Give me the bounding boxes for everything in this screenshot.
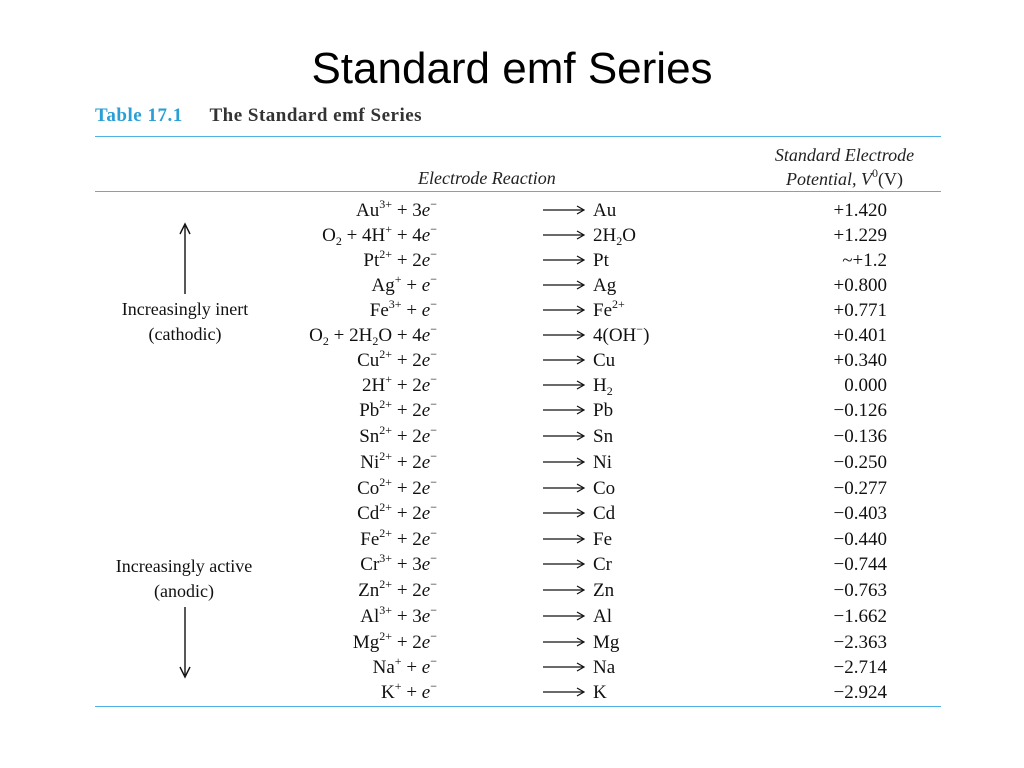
potential-value: −2.924	[833, 682, 887, 703]
right-arrow-icon	[539, 449, 589, 474]
table-row	[95, 348, 941, 373]
table-row	[95, 476, 941, 501]
reaction-reactants: $Pb^{2+} + 2e^-$	[359, 397, 437, 421]
table-header-rule	[95, 191, 941, 192]
potential-value: −0.250	[833, 452, 887, 473]
reaction-products: Fe	[593, 529, 612, 550]
potential-value: +0.771	[833, 300, 887, 321]
table-row	[95, 604, 941, 629]
reaction-products: Sn	[593, 426, 614, 447]
increasingly-inert-label	[96, 297, 274, 347]
right-arrow-icon	[539, 297, 589, 322]
header-electrode-reaction: Electrode Reaction	[418, 168, 556, 188]
reaction-products: Cd	[593, 503, 616, 524]
right-arrow-icon	[539, 347, 589, 372]
right-arrow-icon	[539, 272, 589, 297]
right-arrow-icon	[539, 372, 589, 397]
table-row	[95, 198, 941, 223]
active-label-line1: Increasingly active	[115, 556, 253, 576]
right-arrow-icon	[539, 654, 589, 679]
reaction-reactants: $Ni^{2+} + 2e^-$	[360, 449, 437, 473]
right-arrow-icon	[539, 526, 589, 551]
inert-label-line2: (cathodic)	[148, 324, 222, 344]
down-arrow-icon	[178, 605, 192, 679]
potential-value: −0.440	[833, 529, 887, 550]
reaction-reactants: $Cd^{2+} + 2e^-$	[357, 500, 437, 524]
reaction-reactants: 2H+ + 2e−	[362, 372, 437, 396]
header-potential-line2	[748, 167, 941, 191]
reaction-products: Pb	[593, 400, 614, 421]
reaction-products: Co	[593, 478, 616, 499]
reaction-reactants: $Fe^{2+} + 2e^-$	[360, 526, 437, 550]
potential-value: +1.420	[833, 200, 887, 221]
reaction-products: Mg	[593, 632, 620, 653]
table-row	[95, 398, 941, 423]
inert-label-line1: Increasingly inert	[121, 299, 249, 319]
reaction-products: Na	[593, 657, 616, 678]
right-arrow-icon	[539, 423, 589, 448]
potential-value: −1.662	[833, 606, 887, 627]
up-arrow-icon	[178, 222, 192, 296]
reaction-reactants: Ag+ + e−	[371, 272, 437, 296]
reaction-products: Al	[593, 606, 612, 627]
reaction-reactants: $O_2 + 2H_2O + 4e^-$	[309, 322, 437, 348]
potential-value: −2.363	[833, 632, 887, 653]
header-potential-line1: Standard Electrode	[774, 145, 915, 165]
table-row	[95, 373, 941, 398]
header-potential-symbol: V	[861, 169, 872, 189]
potential-value: −2.714	[833, 657, 887, 678]
right-arrow-icon	[539, 247, 589, 272]
right-arrow-icon	[539, 629, 589, 654]
table-row	[95, 273, 941, 298]
reaction-products: $2H_2O$	[593, 225, 636, 248]
table-top-rule	[95, 136, 941, 137]
table-bottom-rule	[95, 706, 941, 707]
table-row	[95, 223, 941, 248]
reaction-reactants: $Zn^{2+} + 2e^-$	[358, 577, 437, 601]
reaction-reactants: $Cu^{2+} + 2e^-$	[357, 347, 437, 371]
table-row	[95, 655, 941, 680]
potential-value: −0.763	[833, 580, 887, 601]
potential-value: −0.126	[833, 400, 887, 421]
right-arrow-icon	[539, 500, 589, 525]
active-label-line2: (anodic)	[154, 581, 214, 601]
potential-value: 0.000	[844, 375, 887, 396]
table-row	[95, 248, 941, 273]
reaction-reactants: $Mg^{2+} + 2e^-$	[352, 629, 437, 653]
right-arrow-icon	[539, 222, 589, 247]
table-row	[95, 501, 941, 526]
reaction-reactants: $Cr^{3+} + 3e^-$	[360, 551, 437, 575]
potential-value: ~+1.2	[842, 250, 887, 271]
reaction-products: 4(OH−)	[593, 322, 650, 346]
reaction-products: Ag	[593, 275, 617, 296]
reaction-products: $H_2$	[593, 375, 613, 398]
reaction-reactants: K+ + e−	[381, 679, 437, 703]
potential-value: +1.229	[833, 225, 887, 246]
right-arrow-icon	[539, 551, 589, 576]
right-arrow-icon	[539, 577, 589, 602]
potential-value: +0.800	[833, 275, 887, 296]
table-row	[95, 680, 941, 705]
potential-value: −0.136	[833, 426, 887, 447]
potential-value: +0.401	[833, 325, 887, 346]
reaction-products: Ni	[593, 452, 612, 473]
reaction-products: Pt	[593, 250, 609, 271]
table-row	[95, 527, 941, 552]
right-arrow-icon	[539, 679, 589, 704]
header-potential-sup: 0	[872, 166, 878, 180]
reaction-reactants: $Fe^{3+} + e^-$	[369, 297, 437, 321]
reaction-reactants: $O_2 + 4H^+ + 4e^-$	[322, 222, 437, 248]
header-potential-prefix: Potential,	[786, 169, 861, 189]
table-caption-text: The Standard emf Series	[209, 105, 423, 126]
right-arrow-icon	[539, 322, 589, 347]
header-potential-unit: (V)	[878, 169, 903, 189]
slide-title: Standard emf Series	[311, 44, 713, 93]
reaction-reactants: Na+ + e−	[372, 654, 437, 678]
potential-value: −0.277	[833, 478, 887, 499]
reaction-products: Zn	[593, 580, 615, 601]
reaction-products: $Fe^{2+}$	[593, 297, 625, 321]
reaction-products: Cu	[593, 350, 616, 371]
reaction-reactants: $Co^{2+} + 2e^-$	[357, 475, 437, 499]
reaction-products: K	[593, 682, 607, 703]
reaction-reactants: $Al^{3+} + 3e^-$	[360, 603, 437, 627]
right-arrow-icon	[539, 397, 589, 422]
table-row	[95, 450, 941, 475]
right-arrow-icon	[539, 603, 589, 628]
header-standard-potential	[748, 143, 941, 191]
potential-value: +0.340	[833, 350, 887, 371]
table-row	[95, 424, 941, 449]
reaction-products: Au	[593, 200, 617, 221]
right-arrow-icon	[539, 475, 589, 500]
potential-value: −0.744	[833, 554, 887, 575]
reaction-reactants: $Pt^{2+} + 2e^-$	[363, 247, 437, 271]
table-row	[95, 630, 941, 655]
increasingly-active-label	[90, 554, 278, 604]
potential-value: −0.403	[833, 503, 887, 524]
table-number: Table 17.1	[95, 105, 183, 126]
table-caption	[95, 103, 422, 129]
reaction-reactants: $Au^{3+} + 3e^-$	[356, 197, 437, 221]
reaction-products: Cr	[593, 554, 612, 575]
reaction-reactants: $Sn^{2+} + 2e^-$	[359, 423, 437, 447]
right-arrow-icon	[539, 197, 589, 222]
